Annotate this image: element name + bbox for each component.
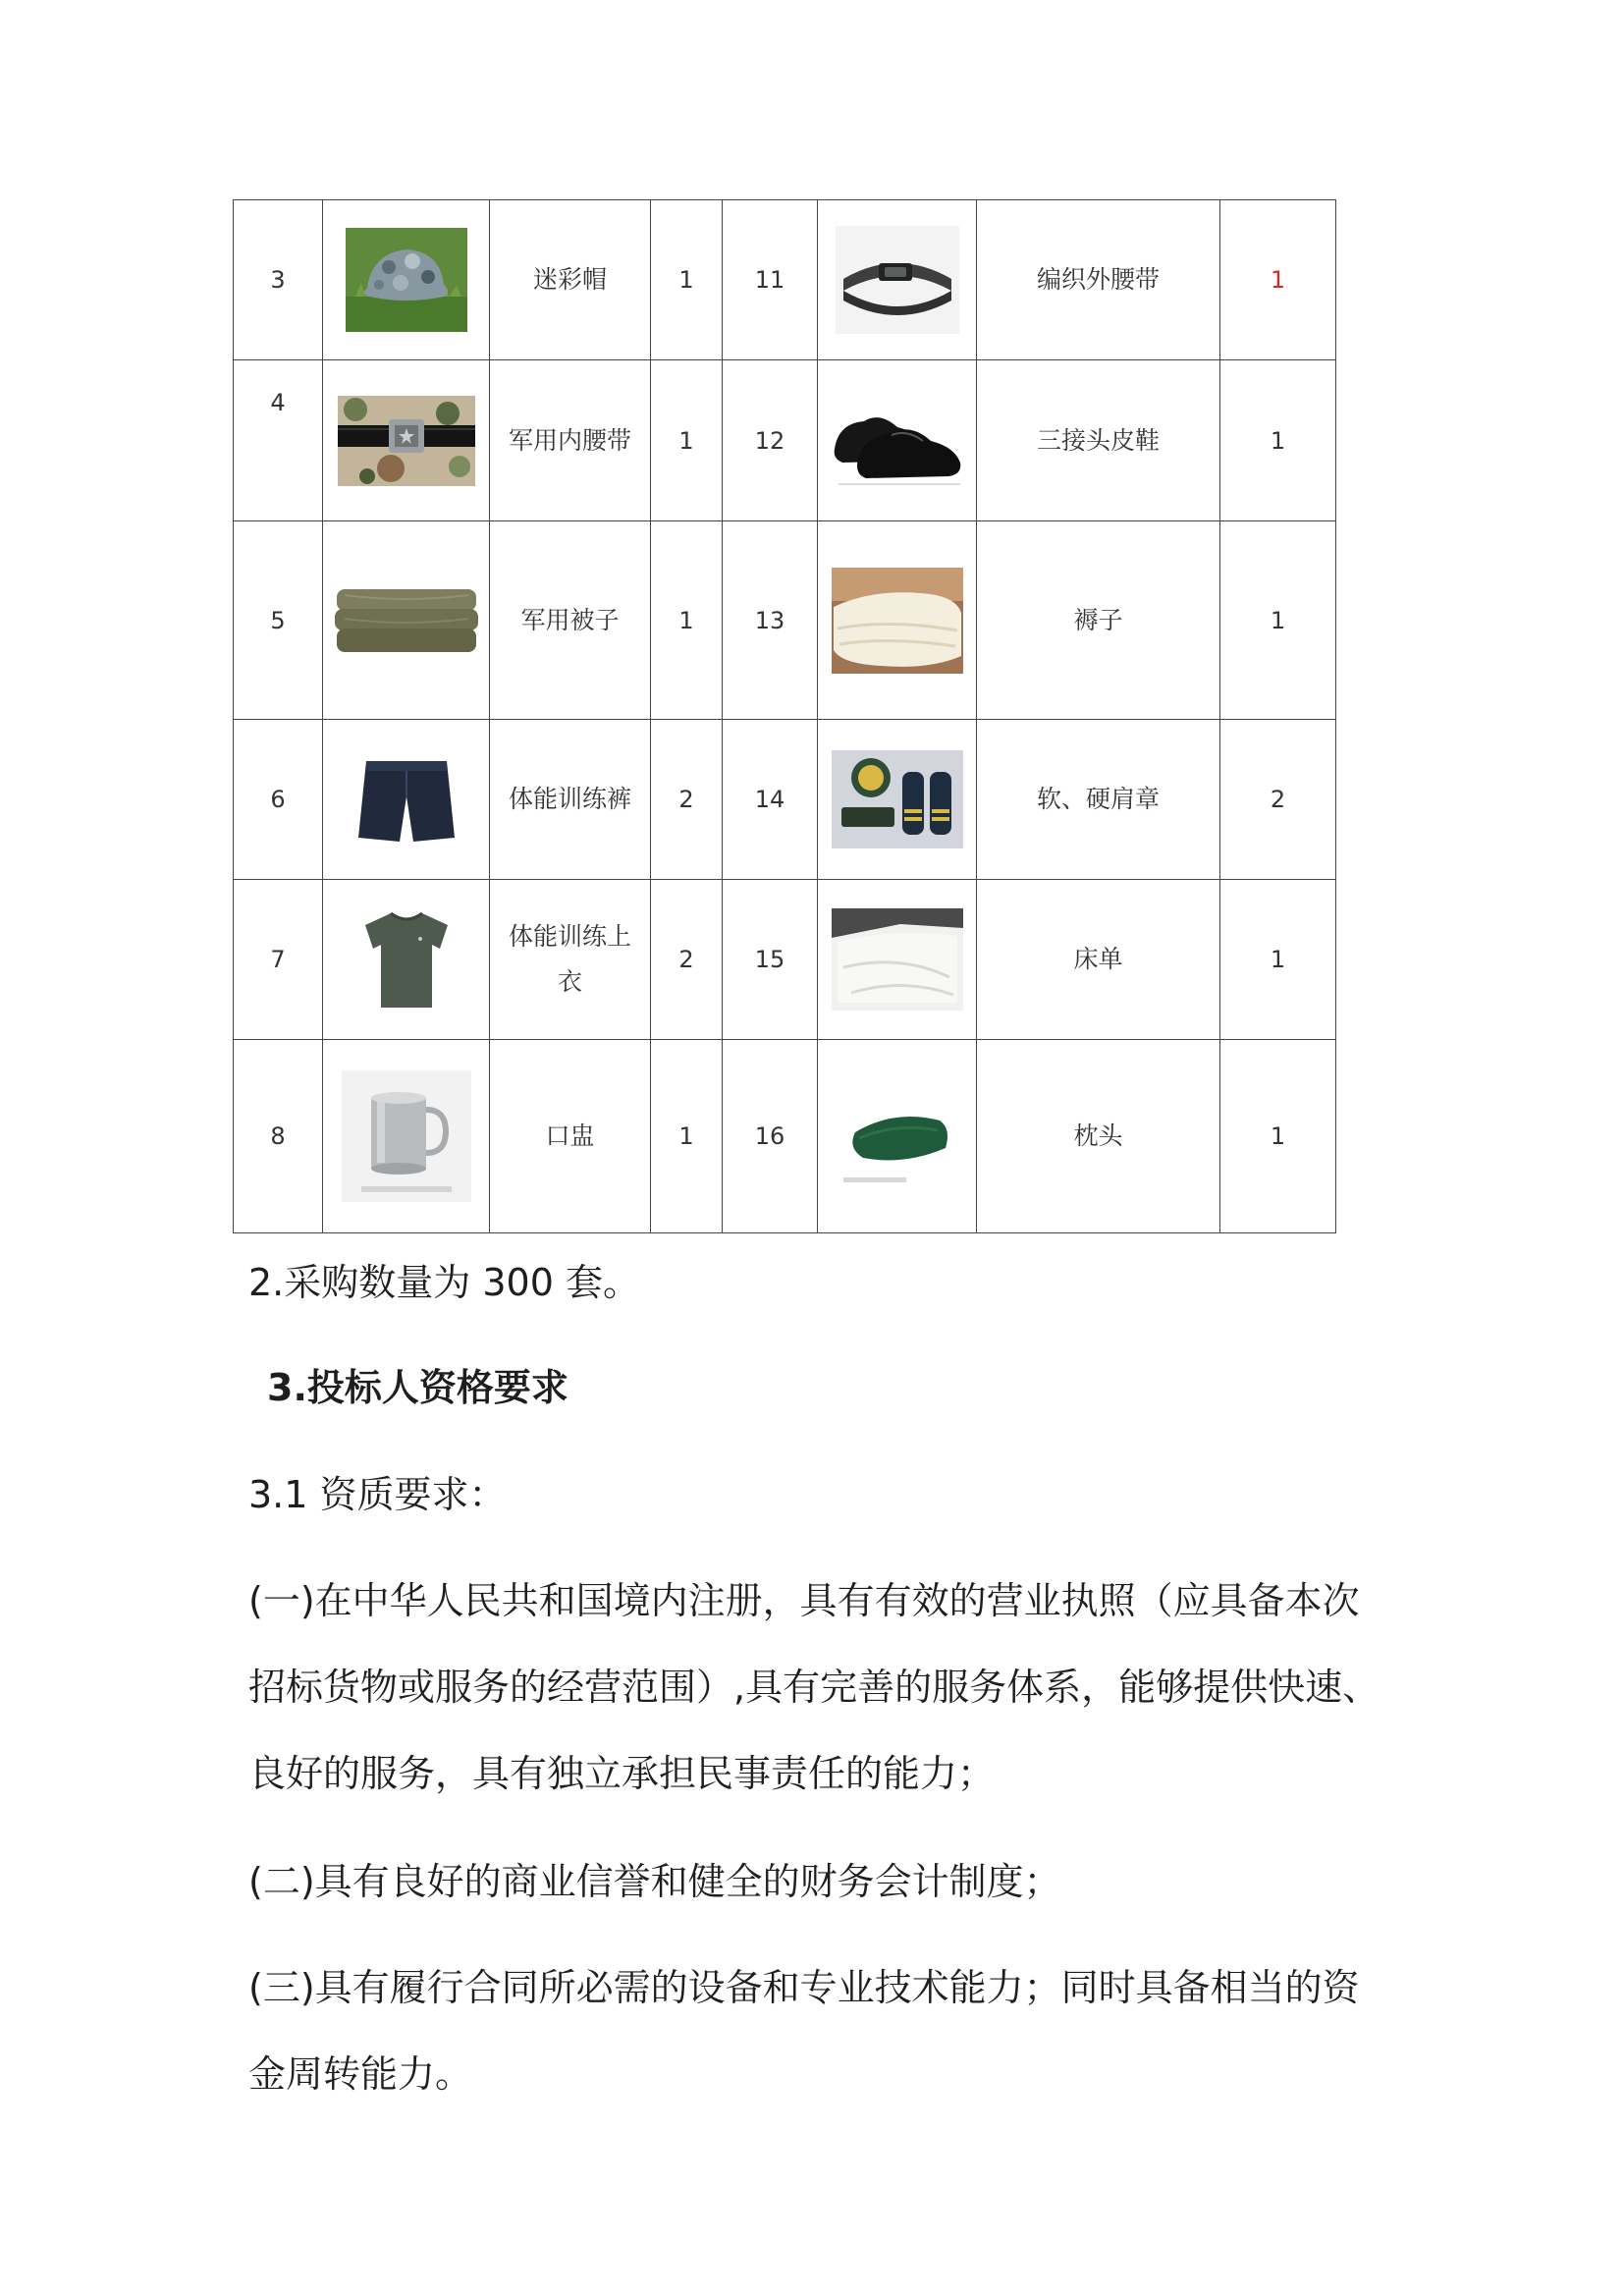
camo-cap-icon	[346, 228, 467, 332]
item-name: 军用被子	[490, 521, 651, 720]
section-heading: 3.投标人资格要求	[267, 1366, 568, 1409]
item-qty: 1	[1220, 200, 1336, 360]
requirement-three: (三)具有履行合同所必需的设备和专业技术能力；同时具备相当的资金周转能力。	[248, 1966, 1360, 2096]
training-shirt-icon	[359, 905, 454, 1013]
item-photo	[818, 880, 977, 1040]
item-qty: 2	[651, 880, 723, 1040]
item-qty: 1	[1220, 521, 1336, 720]
leather-shoes-icon	[829, 390, 966, 492]
epaulettes-icon	[832, 750, 963, 848]
woven-belt-icon	[836, 226, 959, 334]
mattress-icon	[832, 568, 963, 674]
inner-belt-icon	[338, 396, 475, 486]
item-name: 软、硬肩章	[977, 720, 1220, 880]
pillow-icon	[836, 1083, 959, 1189]
item-photo	[323, 521, 490, 720]
item-name: 迷彩帽	[490, 200, 651, 360]
table-row	[234, 360, 1336, 521]
item-qty: 2	[651, 720, 723, 880]
item-number: 16	[723, 1040, 818, 1233]
table-row	[234, 521, 1336, 720]
item-photo	[323, 1040, 490, 1233]
item-name: 体能训练上衣	[490, 880, 651, 1040]
item-number: 12	[723, 360, 818, 521]
item-photo	[818, 360, 977, 521]
item-number: 8	[234, 1040, 323, 1233]
items-table	[233, 199, 1336, 1233]
table-row	[234, 720, 1336, 880]
quilt-icon	[331, 575, 482, 666]
item-number: 4	[234, 360, 323, 521]
item-name: 床单	[977, 880, 1220, 1040]
item-qty: 1	[1220, 880, 1336, 1040]
item-name: 编织外腰带	[977, 200, 1220, 360]
item-name: 枕头	[977, 1040, 1220, 1233]
requirement-one: (一)在中华人民共和国境内注册，具有有效的营业执照（应具备本次招标货物或服务的经营范围）,具有完善的服务体系，能够提供快速、良好的服务，具有独立承担民事责任的能力；	[248, 1579, 1380, 1795]
item-number: 11	[723, 200, 818, 360]
bed-sheet-icon	[832, 908, 963, 1011]
item-number: 14	[723, 720, 818, 880]
item-number: 7	[234, 880, 323, 1040]
item-photo	[818, 200, 977, 360]
item-name: 褥子	[977, 521, 1220, 720]
item-number: 6	[234, 720, 323, 880]
table-row	[234, 880, 1336, 1040]
item-number: 13	[723, 521, 818, 720]
item-photo	[818, 720, 977, 880]
subsection-heading: 3.1 资质要求：	[248, 1473, 507, 1516]
item-number: 15	[723, 880, 818, 1040]
training-shorts-icon	[349, 741, 464, 857]
table-row	[234, 200, 1336, 360]
item-qty: 1	[1220, 1040, 1336, 1233]
item-name: 口盅	[490, 1040, 651, 1233]
item-name: 军用内腰带	[490, 360, 651, 521]
item-qty: 1	[651, 360, 723, 521]
item-photo	[818, 521, 977, 720]
quantity-note: 2.采购数量为 300 套。	[248, 1261, 640, 1304]
item-number: 5	[234, 521, 323, 720]
item-qty: 1	[651, 1040, 723, 1233]
item-photo	[323, 360, 490, 521]
item-qty: 1	[651, 521, 723, 720]
table-row	[234, 1040, 1336, 1233]
item-photo	[323, 720, 490, 880]
item-name: 体能训练裤	[490, 720, 651, 880]
item-photo	[818, 1040, 977, 1233]
item-photo	[323, 200, 490, 360]
item-name: 三接头皮鞋	[977, 360, 1220, 521]
item-number: 3	[234, 200, 323, 360]
item-qty: 2	[1220, 720, 1336, 880]
requirement-two: (二)具有良好的商业信誉和健全的财务会计制度；	[248, 1860, 1061, 1903]
item-qty: 1	[651, 200, 723, 360]
item-qty: 1	[1220, 360, 1336, 521]
item-photo	[323, 880, 490, 1040]
mug-icon	[342, 1070, 471, 1202]
